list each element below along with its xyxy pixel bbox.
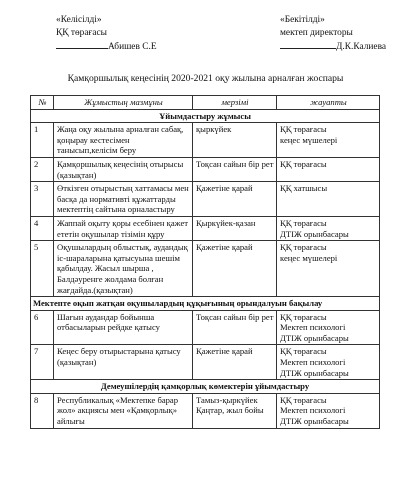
- section-title: Мектепте оқып жатқан оқушылардың құқығының орындалуын бақылау: [31, 297, 380, 311]
- approved-signature-name: Д.К.Калиева: [336, 42, 387, 52]
- row-number: 4: [31, 216, 54, 240]
- header-term: мерзімі: [193, 96, 277, 110]
- row-responsible: ҚҚ төрағасы ДТІЖ орынбасары: [277, 216, 380, 240]
- row-term: Тоқсан сайын бір рет: [193, 157, 277, 181]
- row-term: қыркүйек: [193, 123, 277, 158]
- row-number: 7: [31, 345, 54, 380]
- section-header-row: [31, 380, 380, 394]
- row-content: Жаңа оқу жылына арналған сабақ, қоңырау кестесімен танысып,келісім беру: [54, 123, 193, 158]
- row-responsible: ҚҚ төрағасы Мектеп психологі ДТІЖ орынбасары: [277, 345, 380, 380]
- row-content: Қамқоршылық кеңесінің отырысы (қазықтан): [54, 157, 193, 181]
- row-responsible: ҚҚ төрағасы Мектеп психологі ДТІЖ орынбасары: [277, 393, 380, 428]
- agreed-label: «Келісілді»: [56, 15, 102, 25]
- table-row: [31, 241, 380, 297]
- section-header-row: [31, 109, 380, 123]
- header-responsible: жауапты: [277, 96, 380, 110]
- agreed-position: ҚҚ төрағасы: [56, 27, 107, 38]
- document-title: Қамқоршылық кеңесінің 2020-2021 оқу жылына арналған жоспары: [67, 73, 344, 84]
- header-number: №: [31, 96, 54, 110]
- approved-position: мектеп директоры: [280, 27, 353, 38]
- row-responsible: ҚҚ төрағасы кеңес мүшелері: [277, 241, 380, 297]
- row-responsible: ҚҚ хатшысы: [277, 182, 380, 217]
- row-content: Шағын аудандар бойынша отбасыларын рейдке қатысу: [54, 310, 193, 345]
- row-term: Қажетіне қарай: [193, 241, 277, 297]
- header-content: Жұмыстың мазмұны: [54, 96, 193, 110]
- section-header-row: [31, 297, 380, 311]
- row-term: Тамыз-қыркүйек Қаңтар, жыл бойы: [193, 393, 277, 428]
- table-header-row: [31, 96, 380, 110]
- approved-block: [280, 14, 386, 54]
- row-number: 8: [31, 393, 54, 428]
- table-row: [31, 345, 380, 380]
- row-term: Қажетіне қарай: [193, 182, 277, 217]
- plan-table-body: [31, 109, 380, 428]
- row-content: Оқушылардың облыстық, аудандық іс-шараларына қатысуына шешім қабылдау. Жасыл шырша , Балдәуренге жолдама болған жағдайда.(қазықтан): [54, 241, 193, 297]
- signature-underline: [280, 39, 336, 49]
- row-number: 2: [31, 157, 54, 181]
- row-number: 5: [31, 241, 54, 297]
- row-term: Қыркүйек-қазан: [193, 216, 277, 240]
- table-row: [31, 216, 380, 240]
- row-number: 1: [31, 123, 54, 158]
- row-responsible: ҚҚ төрағасы Мектеп психологі ДТІЖ орынбасары: [277, 310, 380, 345]
- row-content: Өткізген отырыстың хаттамасы мен басқа да нормативті құжаттарды мектептің сайтына орналастыру: [54, 182, 193, 217]
- row-term: Қажетіне қарай: [193, 345, 277, 380]
- row-term: Тоқсан сайын бір рет: [193, 310, 277, 345]
- row-content: Республикалық «Мектепке барар жол» акциясы мен «Қамқорлық» айлығы: [54, 393, 193, 428]
- section-title: Демеушілердің қамқорлық көмектерін ұйымдастыру: [31, 380, 380, 394]
- approved-label: «Бекітілді»: [280, 15, 325, 25]
- plan-table: [30, 95, 380, 429]
- approved-signature-line: [280, 39, 386, 54]
- section-title: Ұйымдастыру жұмысы: [31, 109, 380, 123]
- table-row: [31, 310, 380, 345]
- agreed-block: [56, 14, 157, 54]
- table-row: [31, 123, 380, 158]
- agreed-signature-line: [56, 39, 157, 54]
- signature-underline: [56, 39, 108, 49]
- table-row: [31, 157, 380, 181]
- row-number: 6: [31, 310, 54, 345]
- row-responsible: ҚҚ төрағасы: [277, 157, 380, 181]
- row-number: 3: [31, 182, 54, 217]
- row-content: Жаппай оқыту қоры есебінен қажет ететін оқушылар тізімін құру: [54, 216, 193, 240]
- row-responsible: ҚҚ төрағасы кеңес мүшелері: [277, 123, 380, 158]
- agreed-signature-name: Абишев С.Е: [108, 42, 157, 52]
- table-row: [31, 182, 380, 217]
- row-content: Кеңес беру отырыстарына қатысу (қазықтан): [54, 345, 193, 380]
- table-row: [31, 393, 380, 428]
